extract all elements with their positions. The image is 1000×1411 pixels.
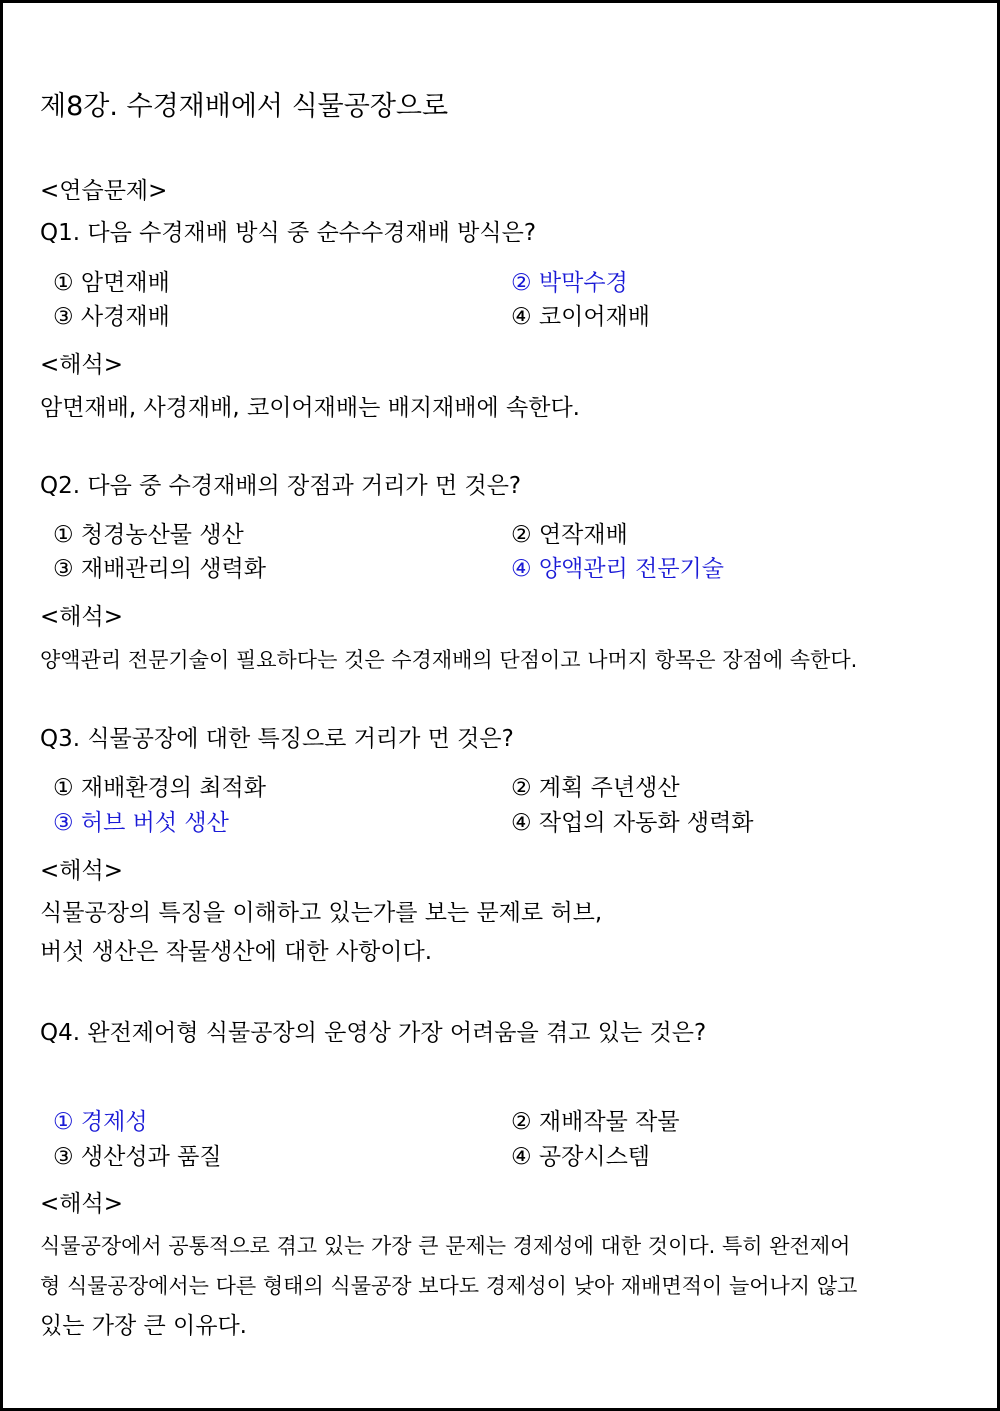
question-text: Q1. 다음 수경재배 방식 중 순수수경재배 방식은? <box>40 220 537 246</box>
option-1-answer: ① 경제성 <box>53 1109 148 1135</box>
explanation-label: <해석> <box>40 858 123 884</box>
explanation-label: <해석> <box>40 604 123 630</box>
explanation-line: 식물공장의 특징을 이해하고 있는가를 보는 문제로 허브, <box>40 900 603 926</box>
option-1: ① 암면재배 <box>53 270 170 296</box>
explanation-line: 형 식물공장에서는 다른 형태의 식물공장 보다도 경제성이 낮아 재배면적이 늘어나지 않고 <box>40 1274 858 1298</box>
explanation-line: 양액관리 전문기술이 필요하다는 것은 수경재배의 단점이고 나머지 항목은 장점에 속한다. <box>40 648 858 672</box>
explanation-line: 있는 가장 큰 이유다. <box>40 1313 247 1339</box>
option-2: ② 계획 주년생산 <box>511 775 680 801</box>
page-title: 제8강. 수경재배에서 식물공장으로 <box>40 91 449 122</box>
option-2-answer: ② 박막수경 <box>511 270 628 296</box>
question-text: Q4. 완전제어형 식물공장의 운영상 가장 어려움을 겪고 있는 것은? <box>40 1020 707 1046</box>
option-4-answer: ④ 양액관리 전문기술 <box>511 556 724 582</box>
question-text: Q3. 식물공장에 대한 특징으로 거리가 먼 것은? <box>40 726 514 752</box>
section-label: <연습문제> <box>40 178 168 204</box>
option-4: ④ 코이어재배 <box>511 304 651 330</box>
explanation-line: 버섯 생산은 작물생산에 대한 사항이다. <box>40 939 433 965</box>
option-2: ② 연작재배 <box>511 522 628 548</box>
explanation-line: 암면재배, 사경재배, 코이어재배는 배지재배에 속한다. <box>40 395 580 421</box>
option-4: ④ 작업의 자동화 생력화 <box>511 810 754 836</box>
option-1: ① 청경농산물 생산 <box>53 522 244 548</box>
option-3: ③ 사경재배 <box>53 304 170 330</box>
option-3: ③ 재배관리의 생력화 <box>53 556 266 582</box>
option-3: ③ 생산성과 품질 <box>53 1144 222 1170</box>
question-text: Q2. 다음 중 수경재배의 장점과 거리가 먼 것은? <box>40 473 522 499</box>
option-4: ④ 공장시스템 <box>511 1144 651 1170</box>
explanation-line: 식물공장에서 공통적으로 겪고 있는 가장 큰 문제는 경제성에 대한 것이다. 특히 완전제어 <box>40 1234 851 1258</box>
explanation-label: <해석> <box>40 1191 123 1217</box>
option-1: ① 재배환경의 최적화 <box>53 775 266 801</box>
explanation-label: <해석> <box>40 352 123 378</box>
option-2: ② 재배작물 작물 <box>511 1109 680 1135</box>
option-3-answer: ③ 허브 버섯 생산 <box>53 810 229 836</box>
